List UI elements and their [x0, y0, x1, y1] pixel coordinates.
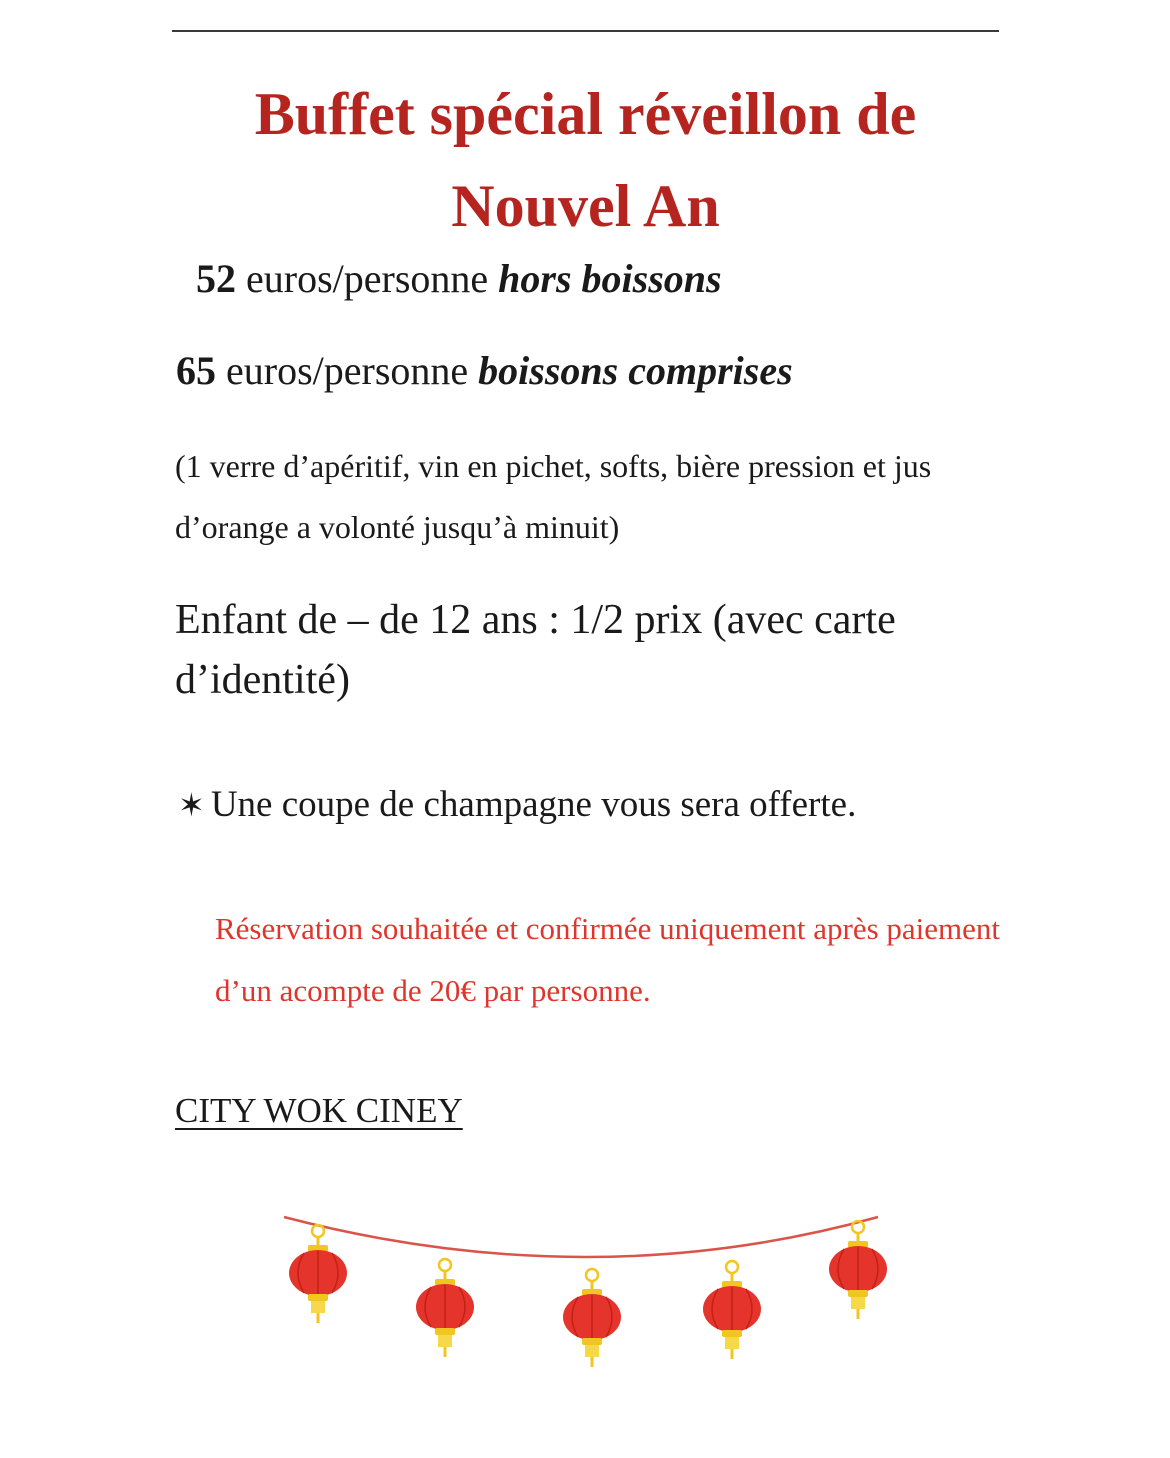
reservation-note: Réservation souhaitée et confirmée uniquement après paiement d’un acompte de 20€ par personne. [215, 911, 1001, 1008]
price-amount: 65 [176, 348, 216, 393]
price-without-drinks [196, 254, 722, 304]
champagne-offer [178, 778, 856, 832]
price-with-drinks [176, 346, 793, 396]
child-price: Enfant de – de 12 ans : 1/2 prix (avec carte d’identité) [175, 597, 896, 703]
drinks-detail: (1 verre d’apéritif, vin en pichet, softs, bière pression et jus d’orange a volonté jusqu’à minuit) [175, 448, 932, 545]
price-note: hors boissons [498, 256, 722, 301]
price-unit: euros/personne [236, 256, 499, 301]
price-unit: euros/personne [216, 348, 479, 393]
star-icon: ✶ [178, 787, 205, 823]
top-divider [172, 30, 999, 32]
lantern-garland-icon [270, 1205, 910, 1385]
restaurant-name: CITY WOK CINEY [175, 1091, 463, 1130]
page-title: Buffet spécial réveillon de Nouvel An [254, 81, 917, 239]
champagne-text: Une coupe de champagne vous sera offerte. [210, 784, 857, 825]
price-note: boissons comprises [478, 348, 793, 393]
price-amount: 52 [196, 256, 236, 301]
